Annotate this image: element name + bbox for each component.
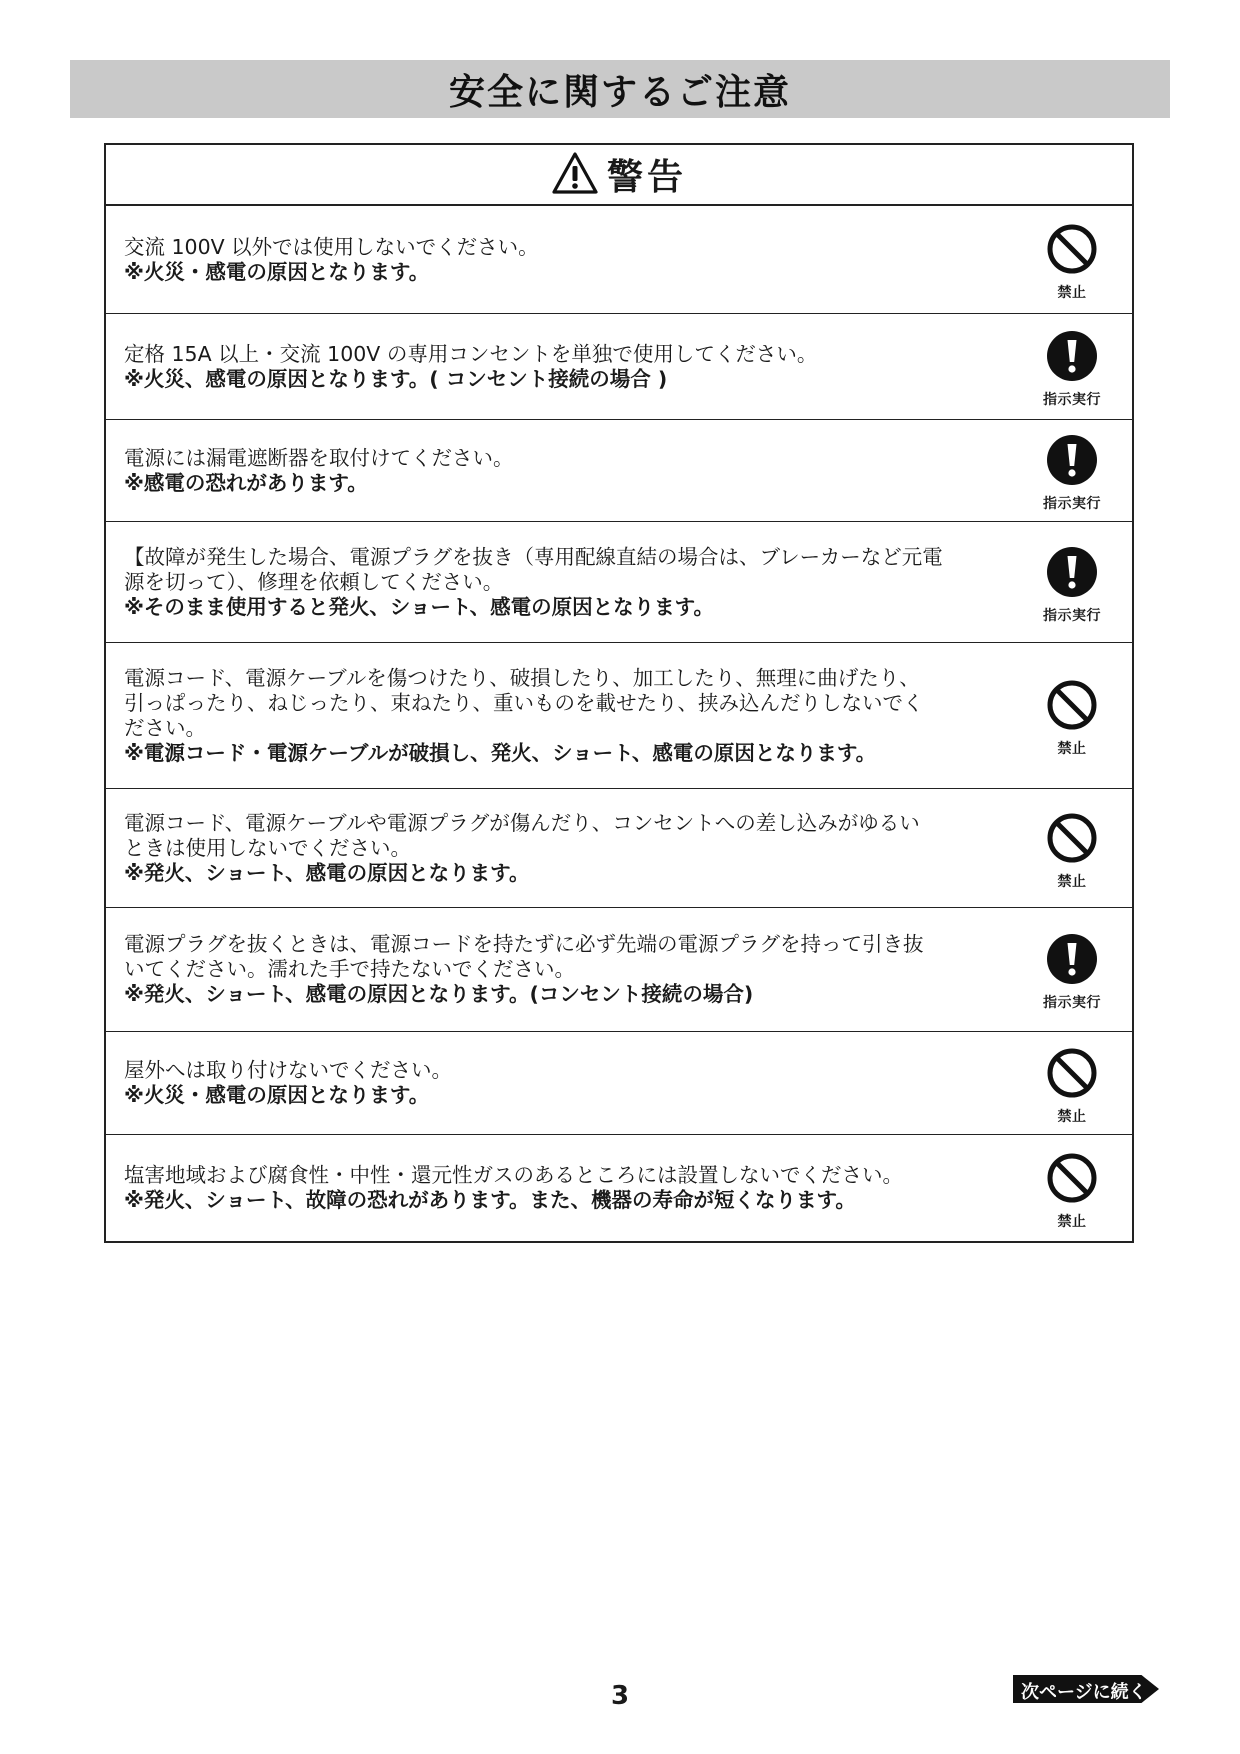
- symbol-caption: 指示実行: [1043, 496, 1101, 512]
- warning-line: 定格 15A 以上・交流 100V の専用コンセントを単独で使用してください。: [124, 341, 818, 366]
- symbol-caption: 指示実行: [1043, 995, 1101, 1011]
- warning-line: 塩害地域および腐食性・中性・還元性ガスのあるところには設置しないでください。: [124, 1163, 903, 1187]
- warning-rows: [106, 206, 1132, 1241]
- symbol-caption: 禁止: [1057, 285, 1087, 301]
- warning-line: 電源プラグを抜くときは、電源コードを持たずに必ず先端の電源プラグを持って引き抜: [124, 932, 924, 956]
- warning-consequence: ※そのまま使用すると発火、ショート、感電の原因となります。: [124, 594, 715, 619]
- page-number: 3: [610, 1681, 630, 1711]
- warning-text: [106, 666, 1012, 766]
- next-page-badge: [1013, 1675, 1159, 1703]
- warning-consequence: ※火災、感電の原因となります。( コンセント接続の場合 ): [124, 366, 668, 391]
- warning-text: [106, 545, 1012, 620]
- warning-text: [106, 1163, 1012, 1213]
- title-bar: [70, 60, 1170, 118]
- warning-text: [106, 235, 1012, 285]
- warning-consequence: ※感電の恐れがあります。: [124, 470, 368, 495]
- warning-symbol: [1012, 812, 1132, 891]
- warning-text: [106, 811, 1012, 886]
- warning-line: ときは使用しないでください。: [124, 835, 411, 860]
- warning-row: [106, 789, 1132, 908]
- symbol-caption: 禁止: [1057, 741, 1087, 757]
- warning-label: 警告: [606, 157, 687, 198]
- warning-consequence: ※発火、ショート、感電の原因となります。: [124, 860, 530, 885]
- warning-triangle-icon: [551, 151, 599, 199]
- warning-line: 電源コード、電源ケーブルや電源プラグが傷んだり、コンセントへの差し込みがゆるい: [124, 810, 920, 835]
- warning-header: [106, 145, 1132, 206]
- warning-symbol: [1012, 546, 1132, 625]
- warning-consequence: ※電源コード・電源ケーブルが破損し、発火、ショート、感電の原因となります。: [124, 740, 877, 765]
- symbol-caption: 禁止: [1057, 873, 1087, 890]
- warning-row: [106, 522, 1132, 643]
- exclamation-icon: [1046, 933, 1098, 989]
- warning-symbol: [1012, 223, 1132, 302]
- warning-row: [106, 420, 1132, 522]
- page-title: 安全に関するご注意: [448, 71, 791, 113]
- warning-text: [106, 446, 1012, 496]
- warning-consequence: ※発火、ショート、故障の恐れがあります。また、機器の寿命が短くなります。: [124, 1188, 856, 1212]
- warning-row: [106, 314, 1132, 420]
- symbol-caption: 禁止: [1057, 1108, 1087, 1125]
- warning-line: 【故障が発生した場合、電源プラグを抜き（専用配線直結の場合は、ブレーカーなど元電: [124, 544, 943, 569]
- warning-consequence: ※発火、ショート、感電の原因となります。(コンセント接続の場合): [124, 982, 754, 1006]
- warning-line: いてください。濡れた手で持たないでください。: [124, 957, 575, 981]
- warning-symbol: [1012, 1152, 1132, 1231]
- warning-row: [106, 206, 1132, 314]
- warning-symbol: [1012, 1047, 1132, 1126]
- next-page-label: 次ページに続く: [1021, 1682, 1147, 1703]
- exclamation-icon: [1046, 546, 1098, 602]
- warning-symbol: [1012, 434, 1132, 513]
- warning-line: ださい。: [124, 715, 206, 740]
- warning-row: [106, 1032, 1132, 1135]
- warning-text: [106, 342, 1012, 392]
- exclamation-icon: [1046, 434, 1098, 490]
- warning-row: [106, 643, 1132, 789]
- warning-row: [106, 908, 1132, 1032]
- warning-symbol: [1012, 679, 1132, 758]
- symbol-caption: 指示実行: [1043, 392, 1101, 408]
- warning-line: 屋外へは取り付けないでください。: [124, 1058, 452, 1082]
- symbol-caption: 禁止: [1057, 1213, 1087, 1230]
- exclamation-icon: [1046, 330, 1098, 386]
- prohibited-icon: [1046, 1152, 1098, 1208]
- warning-line: 引っぱったり、ねじったり、束ねたり、重いものを載せたり、挟み込んだりしないでく: [124, 690, 924, 715]
- warning-symbol: [1012, 933, 1132, 1012]
- prohibited-icon: [1046, 223, 1098, 279]
- prohibited-icon: [1046, 1047, 1098, 1103]
- warning-table: [104, 143, 1134, 1243]
- symbol-caption: 指示実行: [1043, 607, 1101, 624]
- warning-text: [106, 1058, 1012, 1108]
- warning-line: 源を切って）、修理を依頼してください。: [124, 569, 504, 594]
- warning-consequence: ※火災・感電の原因となります。: [124, 259, 430, 284]
- warning-line: 電源には漏電遮断器を取付けてください。: [124, 445, 514, 470]
- warning-consequence: ※火災・感電の原因となります。: [124, 1083, 430, 1107]
- warning-symbol: [1012, 330, 1132, 409]
- prohibited-icon: [1046, 679, 1098, 735]
- warning-line: 電源コード、電源ケーブルを傷つけたり、破損したり、加工したり、無理に曲げたり、: [124, 665, 920, 690]
- warning-line: 交流 100V 以外では使用しないでください。: [124, 234, 539, 259]
- warning-row: [106, 1135, 1132, 1241]
- warning-text: [106, 932, 1012, 1007]
- prohibited-icon: [1046, 812, 1098, 868]
